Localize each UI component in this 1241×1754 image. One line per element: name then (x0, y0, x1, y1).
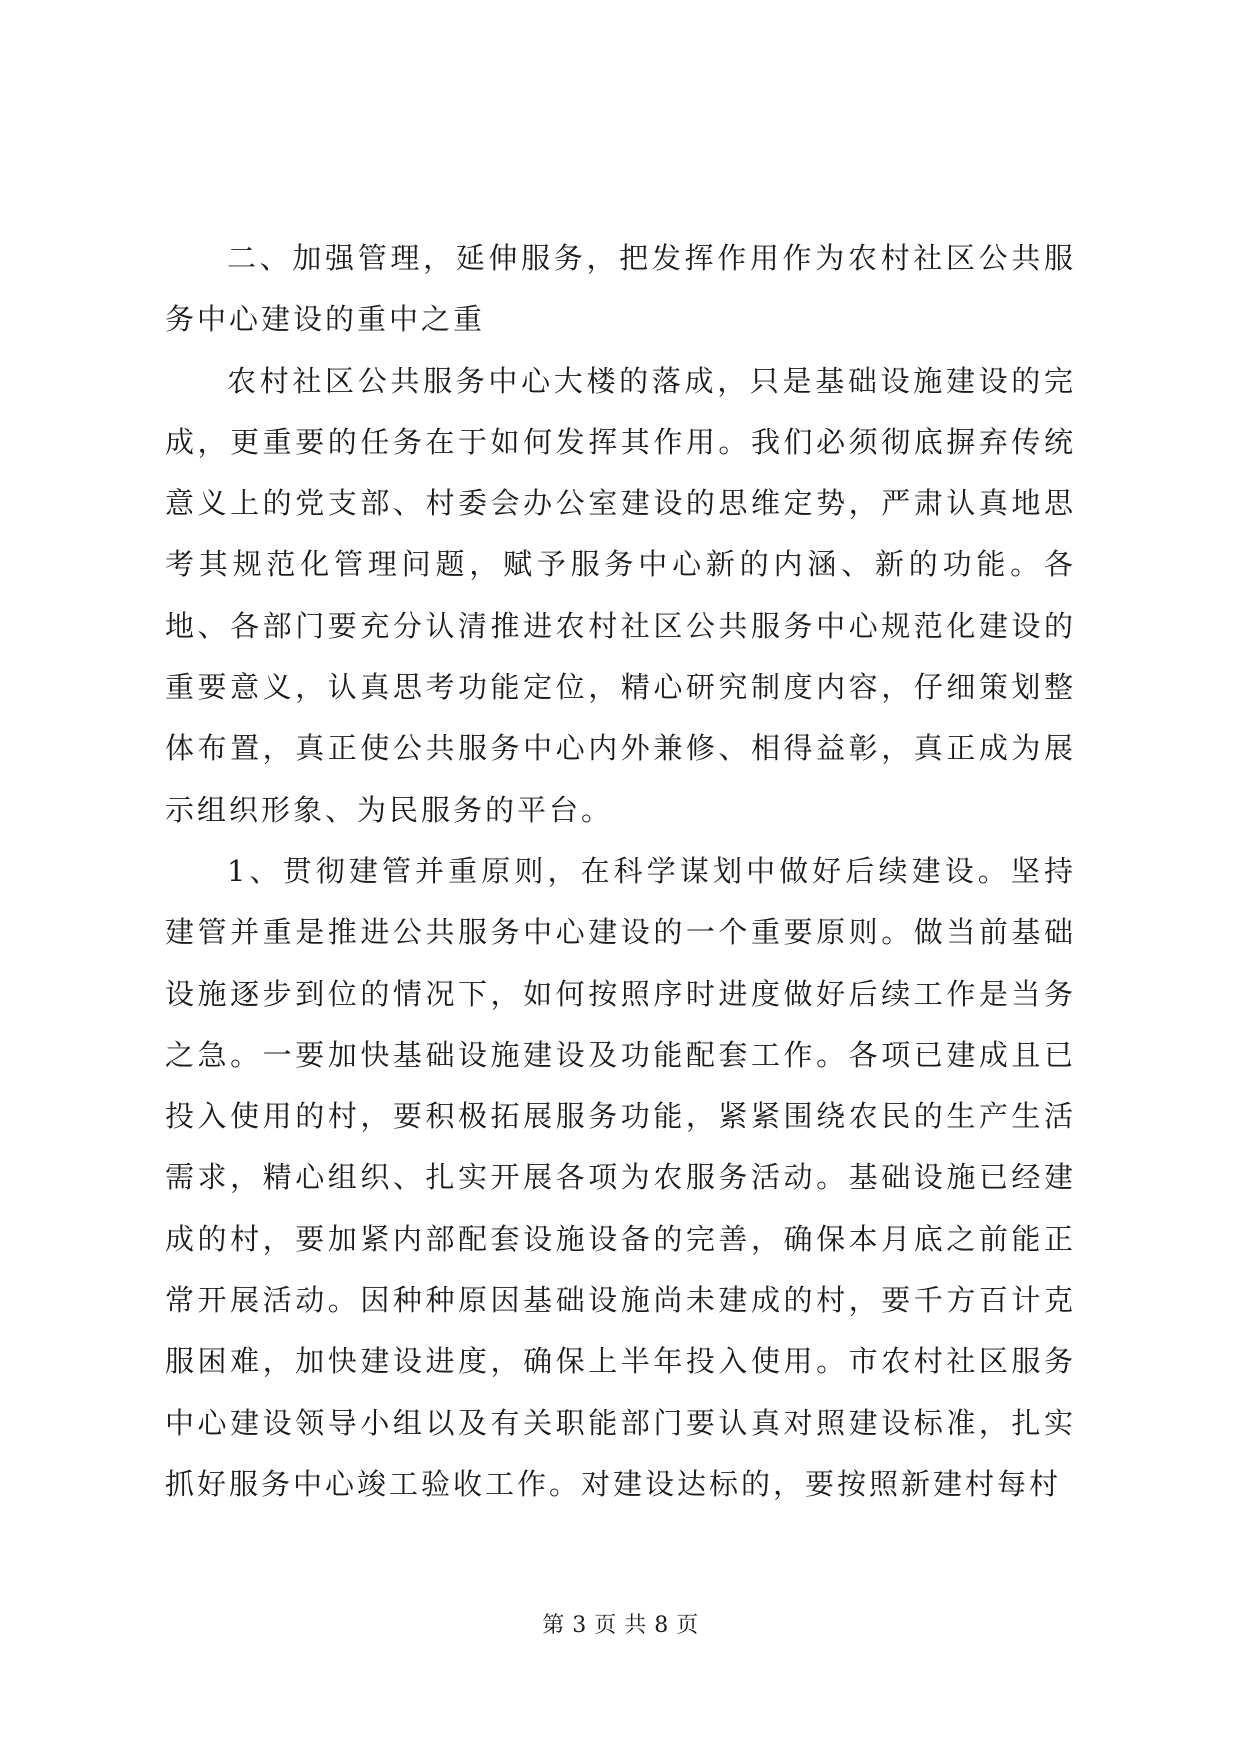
body-paragraph: 1、贯彻建管并重原则，在科学谋划中做好后续建设。坚持建管并重是推进公共服务中心建设的一个重要原则。做当前基础设施逐步到位的情况下，如何按照序时进度做好后续工作是当务之急。一要加快基础设施建设及功能配套工作。各项已建成且已投入使用的村，要积极拓展服务功能，紧紧围绕农民的生产生活需求，精心组织、扎实开展各项为农服务活动。基础设施已经建成的村，要加紧内部配套设施设备的完善，确保本月底之前能正常开展活动。因种种原因基础设施尚未建成的村，要千方百计克服困难，加快建设进度，确保上半年投入使用。市农村社区服务中心建设领导小组以及有关职能部门要认真对照建设标准，扎实抓好服务中心竣工验收工作。对建设达标的，要按照新建村每村 (165, 853, 1076, 1501)
section-heading: 二、加强管理，延伸服务，把发挥作用作为农村社区公共服务中心建设的重中之重 (165, 241, 1076, 337)
page-number-footer: 第 3 页 共 8 页 (542, 1613, 699, 1638)
body-paragraph: 农村社区公共服务中心大楼的落成，只是基础设施建设的完成，更重要的任务在于如何发挥其作用。我们必须彻底摒弃传统意义上的党支部、村委会办公室建设的思维定势，严肃认真地思考其规范化管理问题，赋予服务中心新的内涵、新的功能。各地、各部门要充分认清推进农村社区公共服务中心规范化建设的重要意义，认真思考功能定位，精心研究制度内容，仔细策划整体布置，真正使公共服务中心内外兼修、相得益彰，真正成为展示组织形象、为民服务的平台。 (165, 363, 1076, 827)
page-body (165, 228, 1076, 1515)
